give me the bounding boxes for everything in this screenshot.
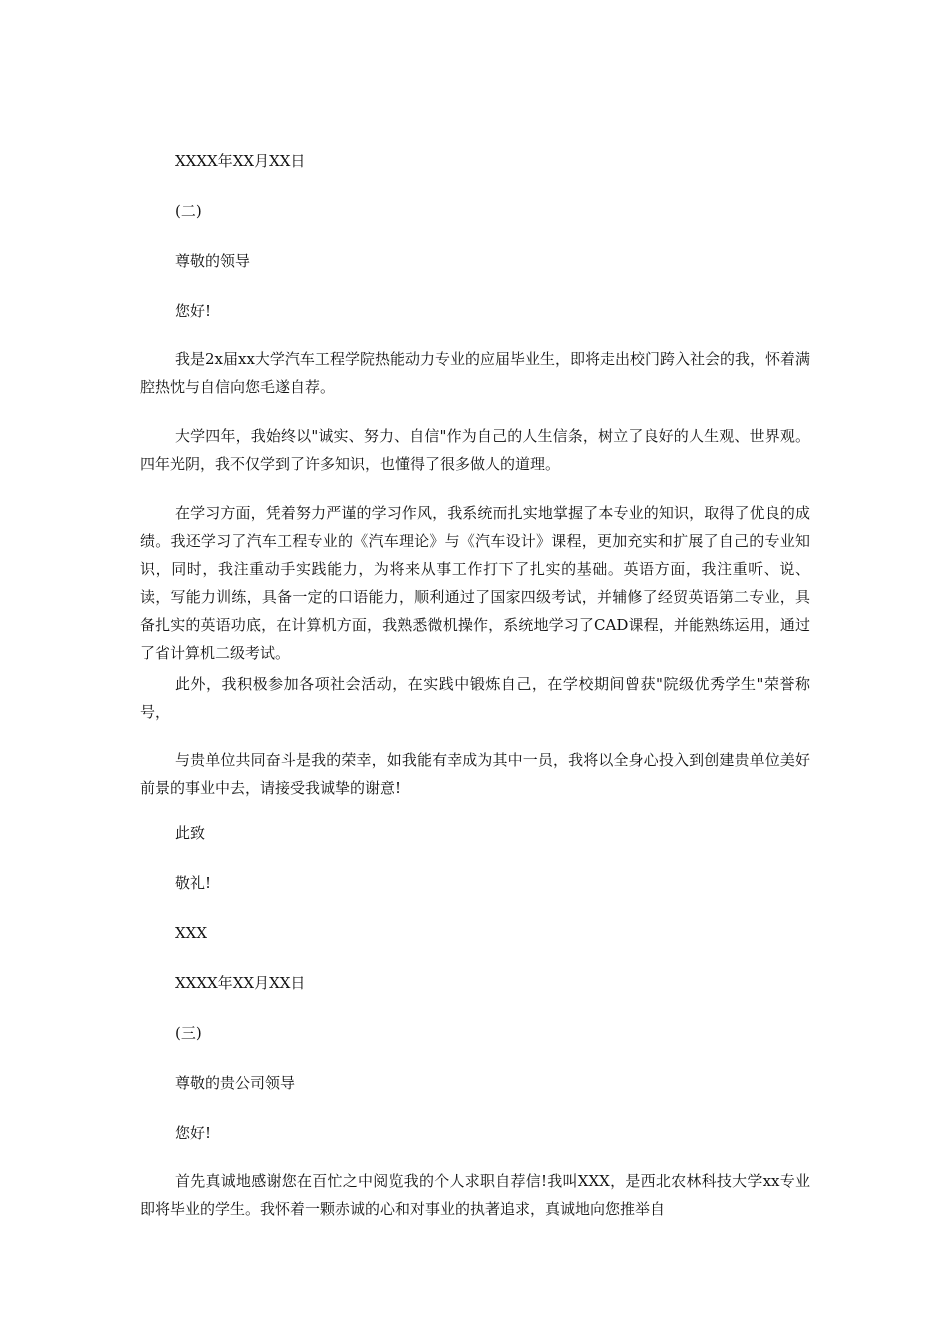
greeting: 您好! [175, 302, 212, 320]
body-paragraph: 首先真诚地感谢您在百忙之中阅览我的个人求职自荐信!我叫XXX，是西北农林科技大学xx专业即将毕业的学生。我怀着一颗赤诚的心和对事业的执著追求，真诚地向您推举自 [140, 1172, 810, 1218]
salutation: 尊敬的领导 [175, 252, 251, 270]
letter-date: XXXX年XX月XX日 [175, 152, 306, 170]
regards: 敬礼! [175, 874, 212, 892]
body-paragraph: 此外，我积极参加各项社会活动，在实践中锻炼自己，在学校期间曾获"院级优秀学生"荣誉称号， [140, 675, 810, 721]
body-paragraph: 在学习方面，凭着努力严谨的学习作风，我系统而扎实地掌握了本专业的知识，取得了优良的成绩。我还学习了汽车工程专业的《汽车理论》与《汽车设计》课程，更加充实和扩展了自己的专业知识，同时，我注重动手实践能力，为将来从事工作打下了扎实的基础。英语方面，我注重听、说、读，写能力训练，具备一定的口语能力，顺利通过了国家四级考试，并辅修了经贸英语第二专业，具备扎实的英语功底，在计算机方面，我熟悉微机操作，系统地学习了CAD课程，并能熟练运用，通过了省计算机二级考试。 [140, 504, 810, 662]
section-heading: (三) [175, 1024, 202, 1042]
body-paragraph: 与贵单位共同奋斗是我的荣幸，如我能有幸成为其中一员，我将以全身心投入到创建贵单位美好前景的事业中去，请接受我诚挚的谢意! [140, 751, 810, 797]
body-paragraph: 大学四年，我始终以"诚实、努力、自信"作为自己的人生信条，树立了良好的人生观、世界观。四年光阴，我不仅学到了许多知识，也懂得了很多做人的道理。 [140, 427, 810, 473]
body-paragraph: 我是2x届xx大学汽车工程学院热能动力专业的应届毕业生，即将走出校门跨入社会的我，怀着满腔热忱与自信向您毛遂自荐。 [140, 350, 810, 396]
closing: 此致 [175, 824, 206, 842]
letter-date: XXXX年XX月XX日 [175, 974, 306, 992]
greeting: 您好! [175, 1124, 212, 1142]
section-heading: (二) [175, 202, 202, 220]
salutation: 尊敬的贵公司领导 [175, 1074, 296, 1092]
signature: XXX [175, 924, 208, 942]
